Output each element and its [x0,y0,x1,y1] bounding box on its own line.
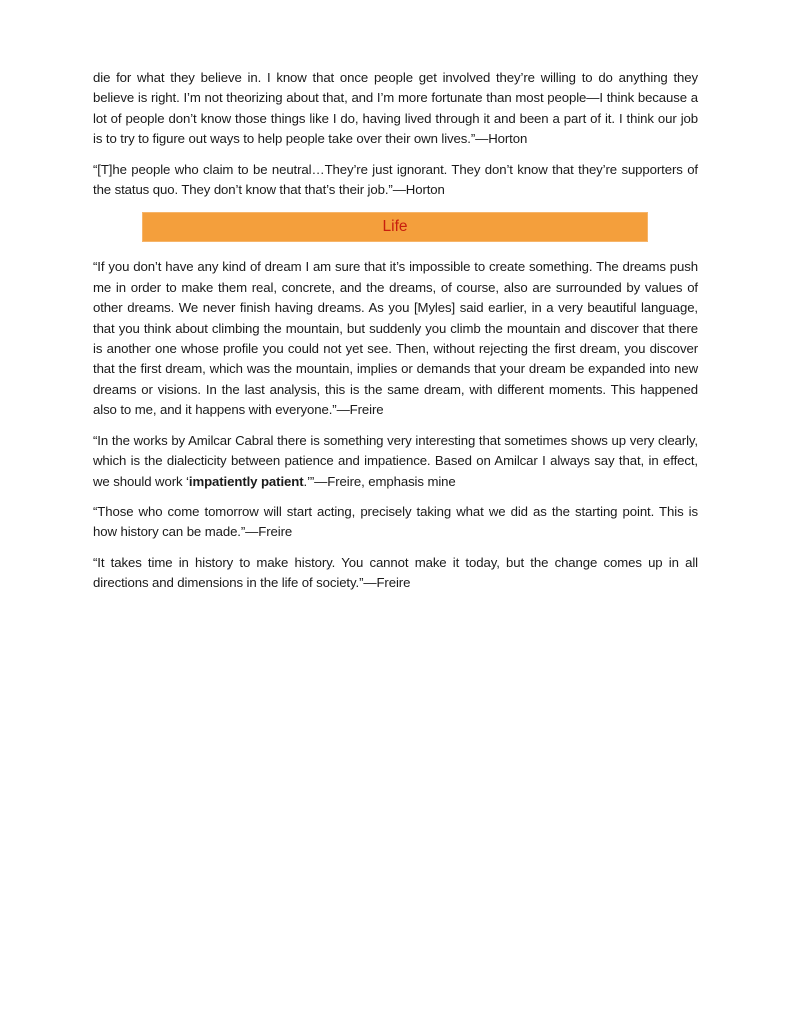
document-page [93,68,698,604]
quote-horton-1 [93,68,698,150]
quote-attribution: Freire [349,402,384,418]
quote-attribution: Freire [258,524,293,540]
quote-text: “It takes time in history to make history. You cannot make it today, but the change comes up in all directions and dimensions in the life of society.”— [93,554,698,591]
quote-text: die for what they believe in. I know that once people get involved they’re willing to do anything they believe is right. I’m not theorizing about that, and I’m more fortunate than most people—I think because a lot of people don’t know those things like I do, having lived through it and been a part of it. I think our job is to try to figure out ways to help people take over their own lives.”— [93,70,698,147]
quote-attribution: Horton [488,131,528,147]
quote-text: “Those who come tomorrow will start acting, precisely taking what we did as the starting point. This is how history can be made.”— [93,503,698,540]
quote-freire-1 [93,257,698,420]
quote-attribution: Freire, emphasis mine [327,473,456,489]
quote-text: “[T]he people who claim to be neutral…They’re just ignorant. They don’t know that they’re supporters of the status quo. They don’t know that that’s their job.”— [93,161,698,198]
section-banner-life [142,212,648,242]
quote-emphasis: impatiently patient [188,473,304,489]
quote-horton-2 [93,160,698,201]
quote-text-after: .’”— [303,473,328,489]
quote-text: “In the works by Amilcar Cabral there is something very interesting that sometimes shows up very clearly, which is the dialecticity between patience and impatience. Based on Amilcar I always say that, in effect, we should work ‘ [93,432,698,489]
quote-freire-2 [93,431,698,492]
quote-text: “If you don’t have any kind of dream I am sure that it’s impossible to create something. The dreams push me in order to make them real, concrete, and the dreams, of course, also are surrounded by values of other dreams. We never finish having dreams. As you [Myles] said earlier, in a very beautiful language, that you think about climbing the mountain, but suddenly you climb the mountain and discover that there is another one whose profile you could not yet see. Then, without rejecting the first dream, you discover that the first dream, which was the mountain, implies or demands that your dream be expanded into new dreams or visions. In the last analysis, this is the same dream, with different moments. This happened also to me, and it happens with everyone.”— [93,259,698,418]
section-heading: Life [382,218,408,236]
quote-attribution: Horton [405,182,445,198]
quote-freire-3 [93,502,698,543]
quote-attribution: Freire [376,575,411,591]
quote-freire-4 [93,553,698,594]
